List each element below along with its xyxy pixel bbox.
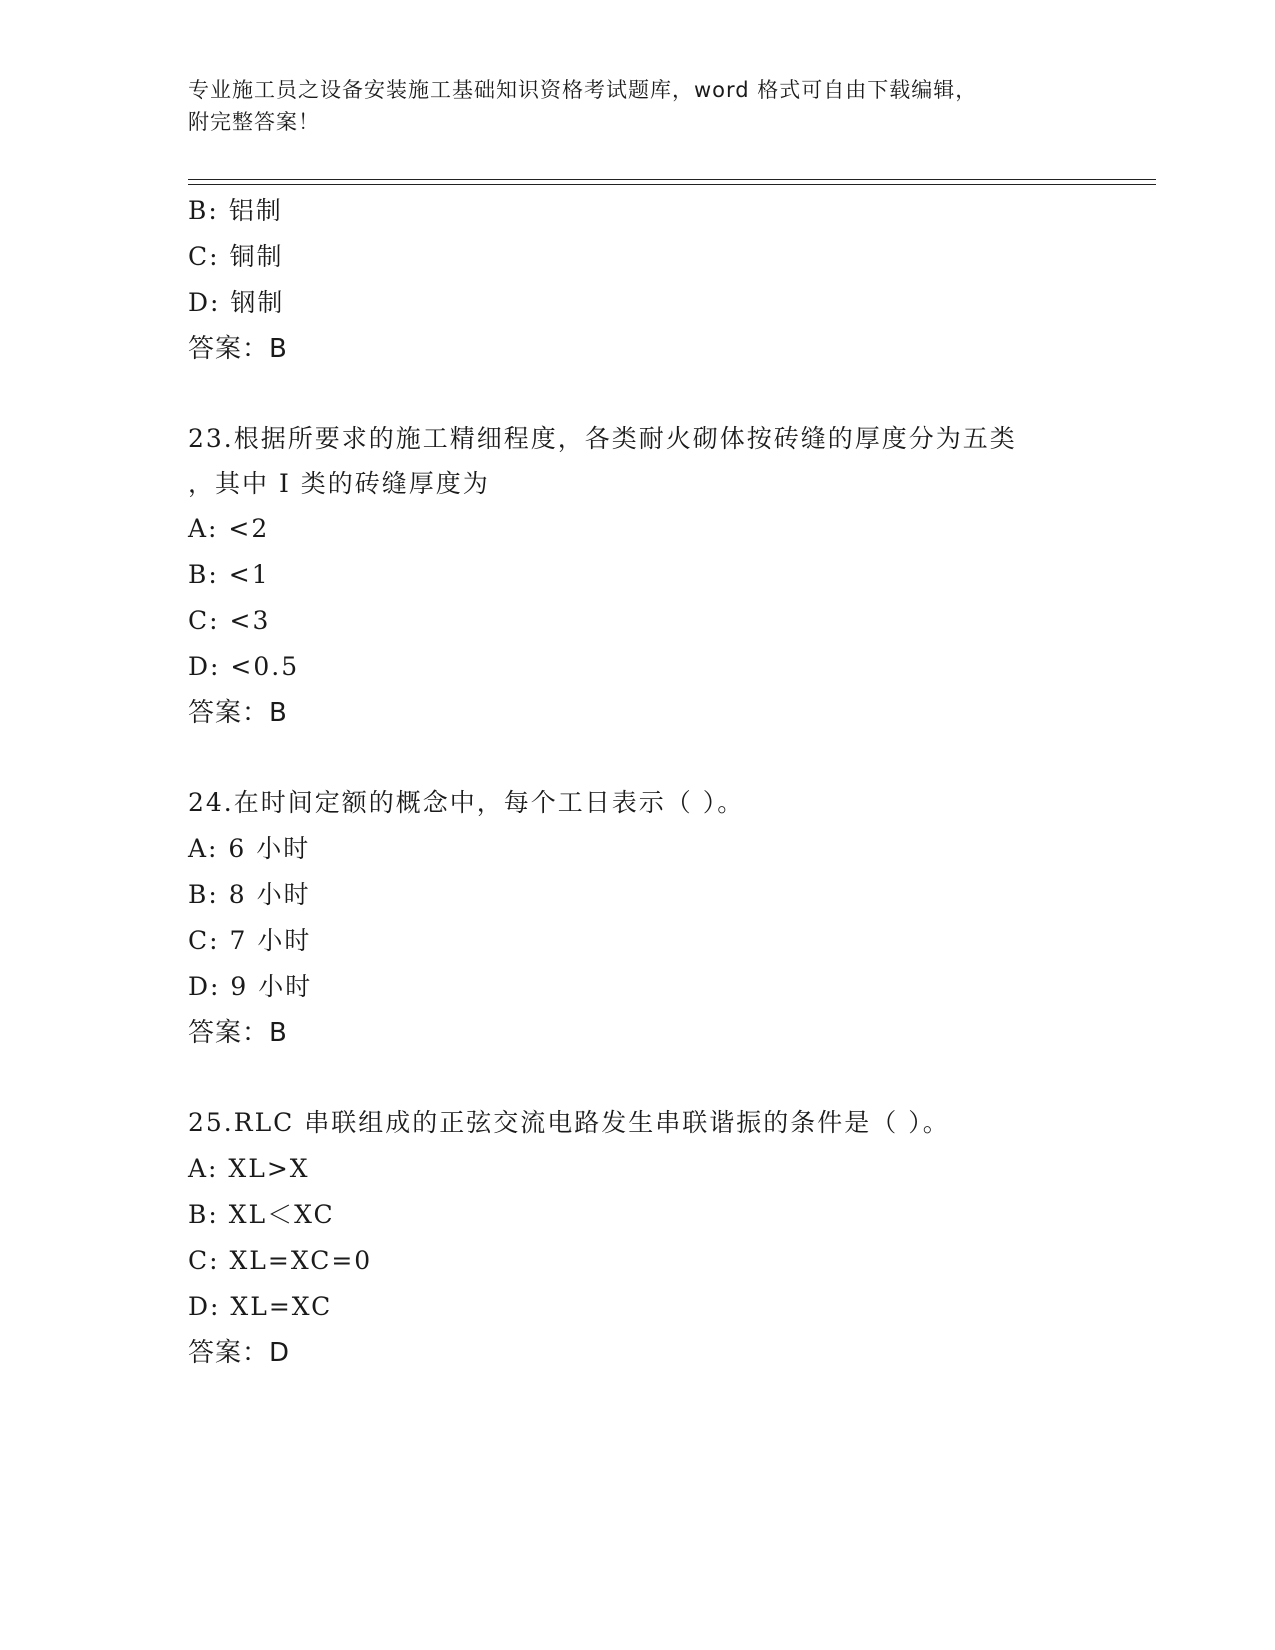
question-text: 24.在时间定额的概念中，每个工日表示（ ）。 bbox=[188, 788, 745, 817]
question-list bbox=[188, 188, 1148, 1376]
header-divider-top bbox=[188, 179, 1156, 180]
question-text-line-2: ，其中 I 类的砖缝厚度为 bbox=[188, 469, 490, 498]
option-d: D: XL=XC bbox=[188, 1292, 333, 1321]
option-d: D: <0.5 bbox=[188, 652, 300, 681]
answer: 答案：B bbox=[188, 1018, 288, 1048]
answer: 答案：B bbox=[188, 698, 288, 728]
option-c: C: XL=XC=0 bbox=[188, 1246, 373, 1275]
option-c: C: <3 bbox=[188, 606, 271, 635]
answer: 答案：B bbox=[188, 334, 288, 364]
document-header bbox=[188, 74, 1068, 138]
header-line-1: 专业施工员之设备安装施工基础知识资格考试题库，word 格式可自由下载编辑， bbox=[188, 78, 978, 102]
question-text-line-1: 23.根据所要求的施工精细程度，各类耐火砌体按砖缝的厚度分为五类 bbox=[188, 424, 1017, 453]
header-divider-bottom bbox=[188, 184, 1156, 185]
option-b: B: 铝制 bbox=[188, 196, 283, 225]
option-d: D: 9 小时 bbox=[188, 972, 313, 1001]
question-22-continuation bbox=[188, 188, 1148, 372]
option-a: A: 6 小时 bbox=[188, 834, 311, 863]
header-line-2: 附完整答案！ bbox=[188, 110, 320, 134]
option-a: A: XL>X bbox=[188, 1154, 310, 1183]
option-c: C: 7 小时 bbox=[188, 926, 312, 955]
question-text bbox=[188, 416, 1148, 506]
option-b: B: 8 小时 bbox=[188, 880, 311, 909]
option-b: B: <1 bbox=[188, 560, 270, 589]
answer: 答案：D bbox=[188, 1338, 291, 1368]
option-b: B: XL＜XC bbox=[188, 1200, 335, 1229]
question-text: 25.RLC 串联组成的正弦交流电路发生串联谐振的条件是（ ）。 bbox=[188, 1108, 950, 1137]
option-d: D: 钢制 bbox=[188, 288, 285, 317]
option-a: A: <2 bbox=[188, 514, 270, 543]
question-23 bbox=[188, 416, 1148, 736]
question-25 bbox=[188, 1100, 1148, 1376]
question-24 bbox=[188, 780, 1148, 1056]
option-c: C: 铜制 bbox=[188, 242, 284, 271]
